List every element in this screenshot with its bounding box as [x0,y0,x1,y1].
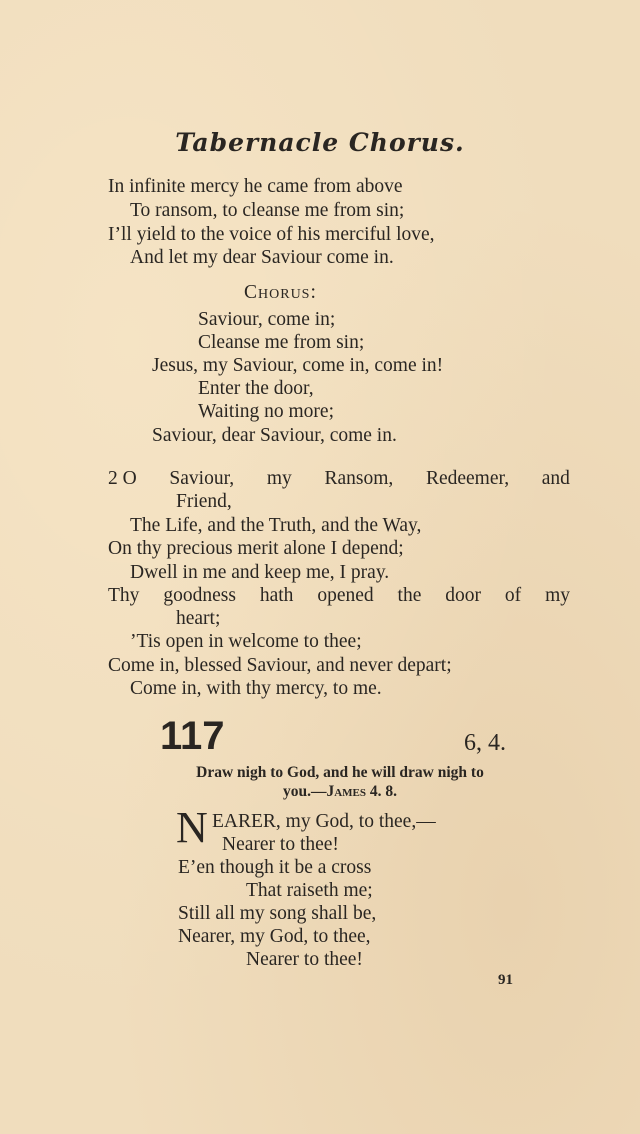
drop-cap: N [176,803,208,852]
verse1-line-4: And let my dear Saviour come in. [130,247,394,268]
hymn-line-4: That raiseth me; [246,880,373,901]
verse2-word: my [266,468,292,489]
verse2-line-5: Dwell in me and keep me, I pray. [130,562,390,583]
chorus-label: Chorus: [244,282,317,303]
verse1-line-2: To ransom, to cleanse me from sin; [130,200,405,221]
verse2-word: Ransom, [324,468,394,489]
verse2-word: Redeemer, [425,468,510,489]
chorus-line-3: Jesus, my Saviour, come in, come in! [152,355,444,376]
hymn-number: 117 [160,714,225,758]
hymn-line-1: EARER, my God, to thee,— [212,811,436,832]
verse2-line-10: Come in, with thy mercy, to me. [130,678,382,699]
verse2-word: and [541,468,570,489]
verse2-word: door [445,585,482,606]
scripture-reference-line-1: Draw nigh to God, and he will draw nigh to [196,764,484,781]
verse2-word: the [397,585,422,606]
section-title: Tabernacle Chorus. [175,128,465,157]
page-number: 91 [498,972,513,988]
hymn-line-3: E’en though it be a cross [178,857,372,878]
chorus-line-2: Cleanse me from sin; [198,332,365,353]
verse2-word: goodness [163,585,236,606]
verse2-word: Thy [108,585,140,606]
verse2-line-8: ’Tis open in welcome to thee; [130,631,362,652]
verse2-word: my [545,585,570,606]
verse2-line-2: Friend, [176,491,232,512]
chorus-line-6: Saviour, dear Saviour, come in. [152,425,397,446]
verse2-line-7: heart; [176,608,221,629]
hymn-line-5: Still all my song shall be, [178,903,377,924]
hymn-line-2: Nearer to thee! [222,834,339,855]
reference-text: you.— [282,783,327,800]
hymn-meter: 6, 4. [464,730,506,756]
hymn-line-6: Nearer, my God, to thee, [178,926,371,947]
verse2-word: opened [317,585,374,606]
verse2-line-6 [108,584,570,608]
verse2-word: hath [259,585,294,606]
verse2-line-3: The Life, and the Truth, and the Way, [130,515,422,536]
scripture-reference-line-2 [150,782,530,802]
chorus-line-4: Enter the door, [198,378,314,399]
verse2-word: 2 O [108,468,137,489]
verse2-line-4: On thy precious merit alone I depend; [108,538,404,559]
verse2-word: Saviour, [169,468,235,489]
verse2-word: of [504,585,522,606]
verse1-line-1: In infinite mercy he came from above [108,176,403,197]
chorus-line-5: Waiting no more; [198,401,334,422]
verse1-line-3: I’ll yield to the voice of his merciful love, [108,224,435,245]
verse2-line-9: Come in, blessed Saviour, and never depart; [108,655,452,676]
chorus-line-1: Saviour, come in; [198,309,336,330]
verse2-line-1 [108,467,570,491]
hymn-line-7: Nearer to thee! [246,949,363,970]
reference-source: James 4. 8. [326,783,398,800]
